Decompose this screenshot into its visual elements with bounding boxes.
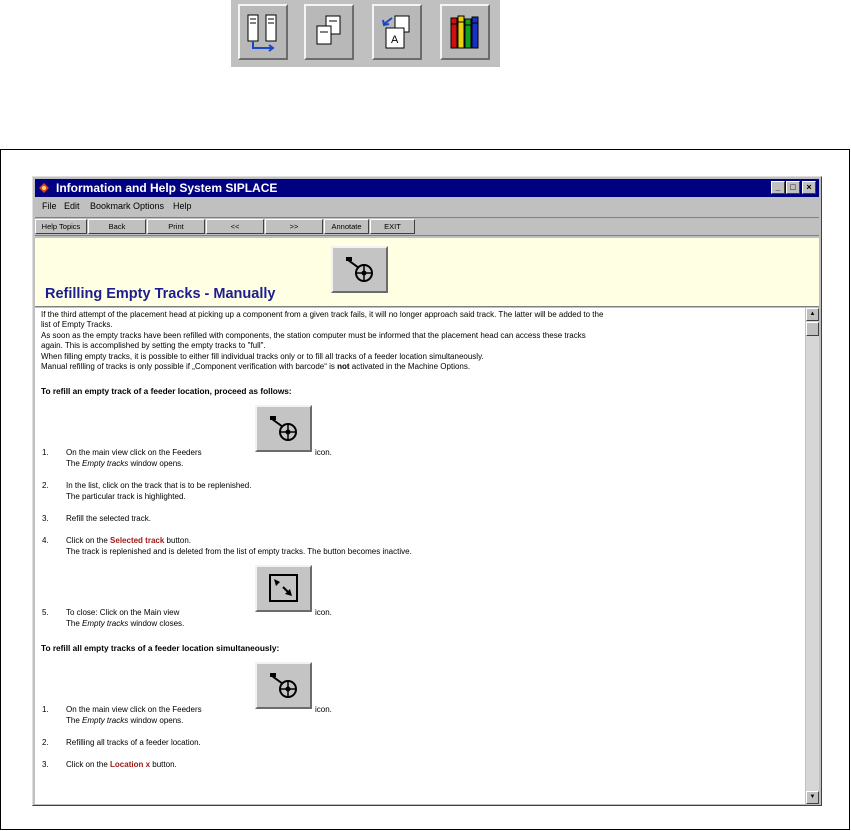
- step-number: 2.: [42, 481, 49, 490]
- exit-button[interactable]: EXIT: [370, 219, 415, 234]
- intro-line-4: again. This is accomplished by setting the empty tracks to "full".: [41, 341, 266, 350]
- step-subtext: The Empty tracks window closes.: [66, 619, 185, 628]
- step-text: Refilling all tracks of a feeder location.: [66, 738, 201, 747]
- annotate-button[interactable]: Annotate: [324, 219, 369, 234]
- books-icon: [448, 12, 482, 52]
- step-text: To close: Click on the Main view: [66, 608, 180, 617]
- step-subtext: The Empty tracks window opens.: [66, 459, 184, 468]
- section-2-heading: To refill all empty tracks of a feeder location simultaneously:: [41, 643, 280, 653]
- next-button[interactable]: >>: [265, 219, 323, 234]
- document-swap-icon: [380, 12, 414, 52]
- window-title: Information and Help System SIPLACE: [56, 181, 278, 195]
- step-number: 5.: [42, 608, 49, 617]
- help-button-bar: [35, 217, 819, 236]
- feeder-reel-icon: [257, 664, 310, 707]
- menu-edit[interactable]: Edit: [64, 201, 80, 211]
- library-button[interactable]: [440, 4, 490, 60]
- topic-header: [35, 238, 819, 307]
- step-number: 4.: [42, 536, 49, 545]
- step-subtext: The Empty tracks window opens.: [66, 716, 184, 725]
- step-number: 3.: [42, 760, 49, 769]
- step-text: On the main view click on the Feeders: [66, 448, 202, 457]
- intro-line-6: Manual refilling of tracks is only possible if „Component verification with barcode“ is not activated in the Machine Options.: [41, 362, 471, 371]
- step-text: In the list, click on the track that is to be replenished.: [66, 481, 252, 490]
- intro-line-5: When filling empty tracks, it is possible to either fill individual tracks only or to fill all tracks of a feeder location simultaneously.: [41, 352, 484, 361]
- stacked-pages-icon: [312, 12, 346, 52]
- close-button[interactable]: ×: [802, 181, 816, 194]
- menu-bar: [35, 198, 819, 215]
- menu-bookmark[interactable]: Bookmark: [90, 201, 131, 211]
- help-topics-button[interactable]: Help Topics: [35, 219, 87, 234]
- step-number: 1.: [42, 705, 49, 714]
- location-x-link[interactable]: Location x: [110, 760, 151, 769]
- step-number: 3.: [42, 514, 49, 523]
- feeder-reel-icon: [333, 248, 386, 291]
- feeder-reel-icon: [257, 407, 310, 450]
- back-button[interactable]: Back: [88, 219, 146, 234]
- feeders-icon-button[interactable]: [255, 662, 312, 709]
- step-text: Click on the Selected track button.: [66, 536, 191, 545]
- feeders-header-button: [331, 246, 388, 293]
- step-text-after-icon: icon.: [315, 448, 332, 457]
- intro-line-3: As soon as the empty tracks have been refilled with components, the station computer must be informed that the placement head can access these tracks: [41, 331, 586, 340]
- step-text: On the main view click on the Feeders: [66, 705, 202, 714]
- help-app-icon: [38, 182, 50, 194]
- step-text-after-icon: icon.: [315, 705, 332, 714]
- topic-content: [35, 308, 805, 804]
- step-text: Refill the selected track.: [66, 514, 151, 523]
- feeders-icon-button[interactable]: [255, 405, 312, 452]
- print-button[interactable]: Print: [147, 219, 205, 234]
- scroll-down-arrow-icon[interactable]: ▼: [806, 791, 819, 804]
- step-subtext: The particular track is highlighted.: [66, 492, 186, 501]
- step-text: Click on the Location x button.: [66, 760, 177, 769]
- previous-button[interactable]: <<: [206, 219, 264, 234]
- step-number: 1.: [42, 448, 49, 457]
- minimize-button[interactable]: _: [771, 181, 785, 194]
- intro-line-2: list of Empty Tracks.: [41, 320, 113, 329]
- help-window: [32, 176, 822, 806]
- copy-window-button[interactable]: [304, 4, 354, 60]
- scroll-thumb[interactable]: [806, 322, 819, 336]
- menu-options[interactable]: Options: [133, 201, 165, 211]
- page-title: Refilling Empty Tracks - Manually: [45, 286, 276, 302]
- split-view-button[interactable]: [238, 4, 288, 60]
- main-view-arrow-icon: [257, 567, 310, 610]
- menu-help[interactable]: Help: [173, 201, 192, 211]
- selected-track-link[interactable]: Selected track: [110, 536, 165, 545]
- intro-line-1: If the third attempt of the placement head at picking up a component from a given track fails, it will no longer approach said track. The latter will be added to the: [41, 310, 604, 319]
- main-view-icon-button[interactable]: [255, 565, 312, 612]
- svg-text:A: A: [391, 34, 399, 46]
- step-text-after-icon: icon.: [315, 608, 332, 617]
- step-subtext: The track is replenished and is deleted from the list of empty tracks. The button becomes inactive.: [66, 547, 412, 556]
- scroll-up-arrow-icon[interactable]: ▲: [806, 308, 819, 321]
- section-1-heading: To refill an empty track of a feeder location, proceed as follows:: [41, 386, 292, 396]
- split-columns-icon: [246, 12, 280, 52]
- maximize-button[interactable]: □: [786, 181, 800, 194]
- menu-file[interactable]: File: [42, 201, 57, 211]
- vertical-scrollbar[interactable]: [805, 308, 819, 804]
- swap-document-button[interactable]: [372, 4, 422, 60]
- top-icon-strip: [231, 0, 500, 67]
- title-bar: [35, 179, 819, 197]
- step-number: 2.: [42, 738, 49, 747]
